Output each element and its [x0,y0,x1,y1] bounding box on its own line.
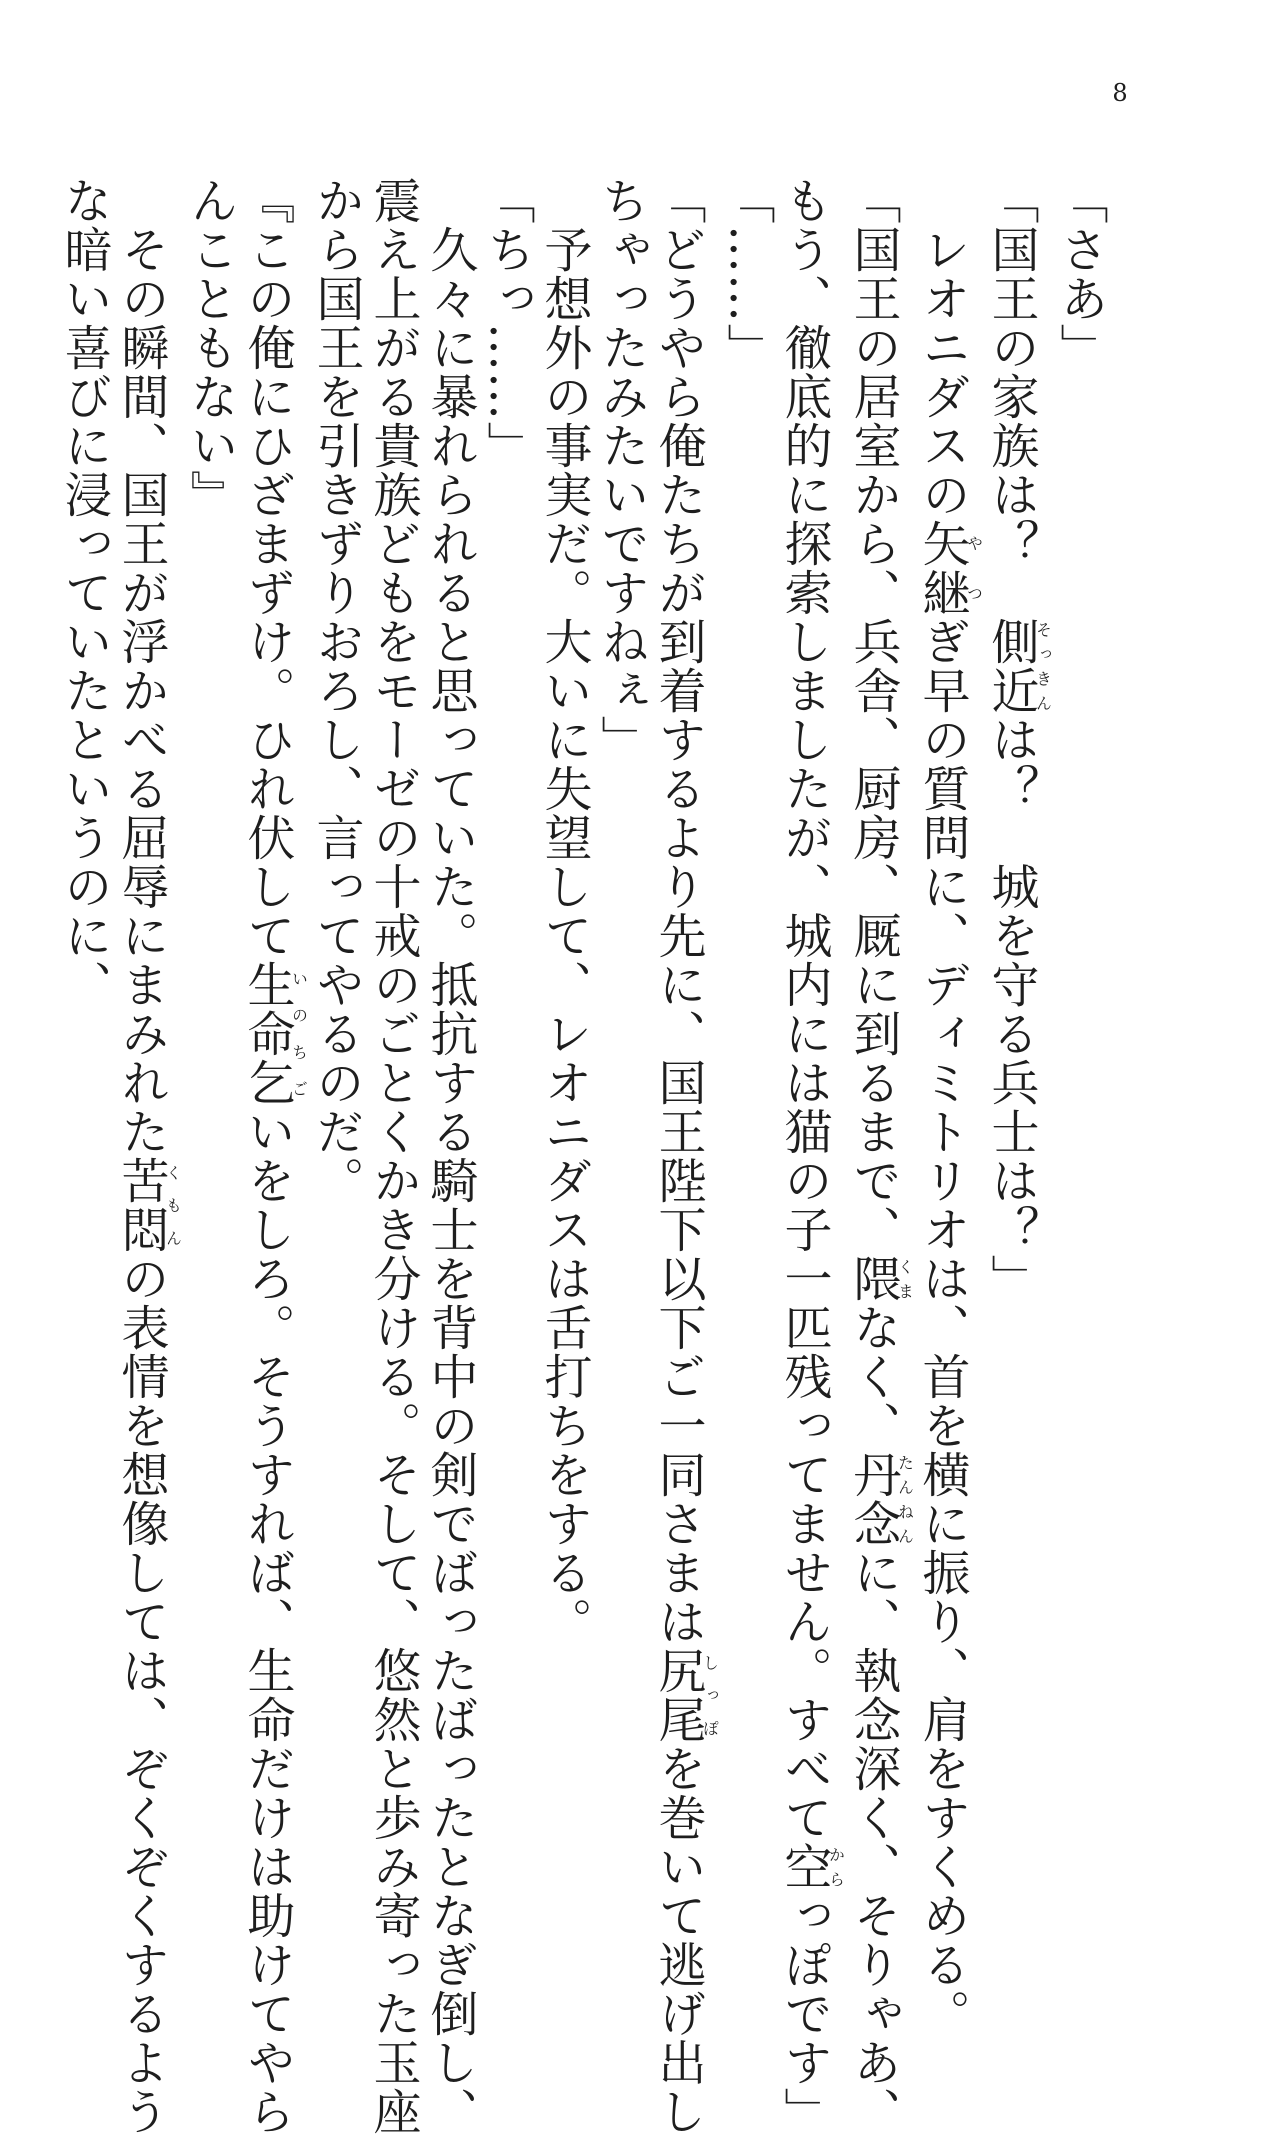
text-segment: な暗い喜びに浸っていたというのに、 [56,176,112,1009]
text-segment: は？ 城を守る兵士は？」 [983,715,1039,1303]
text-segment: に、執念深く、そりゃあ、 [845,1548,901,2136]
ruby-base: 側近 [983,617,1039,715]
text-line [238,176,309,2136]
ruby-base: 隈 [845,1254,901,1303]
text-line [364,176,421,2136]
text-segment: 久々に暴れられると思っていた。抵抗する騎士を背中の剣でばったばったとなぎ倒し、 [422,176,478,2136]
furigana: くま [895,1254,915,1303]
text-segment: その瞬間、国王が浮かべる屈辱にまみれた [113,176,169,1156]
page-number: 8 [1112,79,1128,107]
text-segment: 「国王の家族は？ [983,176,1039,617]
text-line [181,176,238,1816]
text-segment: 「国王の居室から、兵舎、厨房、厩に到るまで、 [845,176,901,1254]
furigana: くもん [163,1156,183,1254]
text-line [1051,176,1108,1816]
text-segment: 「……」 [719,176,775,372]
text-line [112,176,183,2136]
text-line [478,176,535,1816]
furigana: そっきん [1033,617,1053,715]
ruby-word [650,1646,720,1744]
furigana: いのちご [289,960,309,1107]
ruby-word [845,1450,915,1548]
text-segment: いをしろ。そうすれば、生命だけは助けてやら [239,1107,295,2136]
text-line [775,176,846,2136]
text-segment: の表情を想像しては、ぞくぞくするよう [113,1254,169,2136]
furigana: から [826,1842,846,1891]
text-segment: んこともない』 [182,176,238,519]
ruby-base: 空 [776,1842,832,1891]
text-segment: から国王を引きずりおろし、言ってやるのだ。 [308,176,364,1205]
text-line [421,176,478,2136]
text-line [307,176,364,1816]
text-line [592,176,649,1816]
text-segment: ぎ早の質問に、ディミトリオは、首を横に振り、肩をすくめる。 [914,617,970,2038]
furigana: やつ [964,519,984,617]
text-segment: っぽです」 [776,1891,832,2136]
ruby-word [983,617,1053,715]
ruby-base: 尻尾 [650,1646,706,1744]
text-line [649,176,720,2136]
text-line [55,176,112,1816]
ruby-word [776,1842,846,1891]
ruby-base: 苦悶 [113,1156,169,1254]
text-segment: 「ちっ……」 [479,176,535,470]
ruby-word [845,1254,915,1303]
text-line [718,176,775,1816]
ruby-base: 丹念 [845,1450,901,1548]
furigana: たんねん [895,1450,915,1548]
body-text [56,176,1108,2136]
text-line [844,176,915,2136]
text-segment: 「どうやら俺たちが到着するより先に、国王陛下以下ご一同さまは [650,176,706,1646]
text-line [913,176,984,2038]
ruby-word [239,960,309,1107]
ruby-word [113,1156,183,1254]
text-segment: 「さあ」 [1052,176,1108,372]
text-segment: ちゃったみたいですねぇ」 [593,176,649,764]
text-segment: 『この俺にひざまずけ。ひれ伏して [239,176,295,960]
text-line [535,176,592,1816]
text-segment: なく、 [845,1303,901,1450]
ruby-base: 矢継 [914,519,970,617]
furigana: しっぽ [700,1646,720,1744]
text-segment: レオニダスの [914,176,970,519]
text-segment: 予想外の事実だ。大いに失望して、レオニダスは舌打ちをする。 [536,176,592,1646]
text-line [982,176,1051,1816]
text-segment: 震え上がる貴族どもをモーゼの十戒のごとくかき分ける。そして、悠然と歩み寄った玉座 [365,176,421,2136]
ruby-base: 生命乞 [239,960,295,1107]
text-segment: を巻いて逃げ出し [650,1744,706,2136]
ruby-word [914,519,984,617]
text-segment: もう、徹底的に探索しましたが、城内には猫の子一匹残ってません。すべて [776,176,832,1842]
